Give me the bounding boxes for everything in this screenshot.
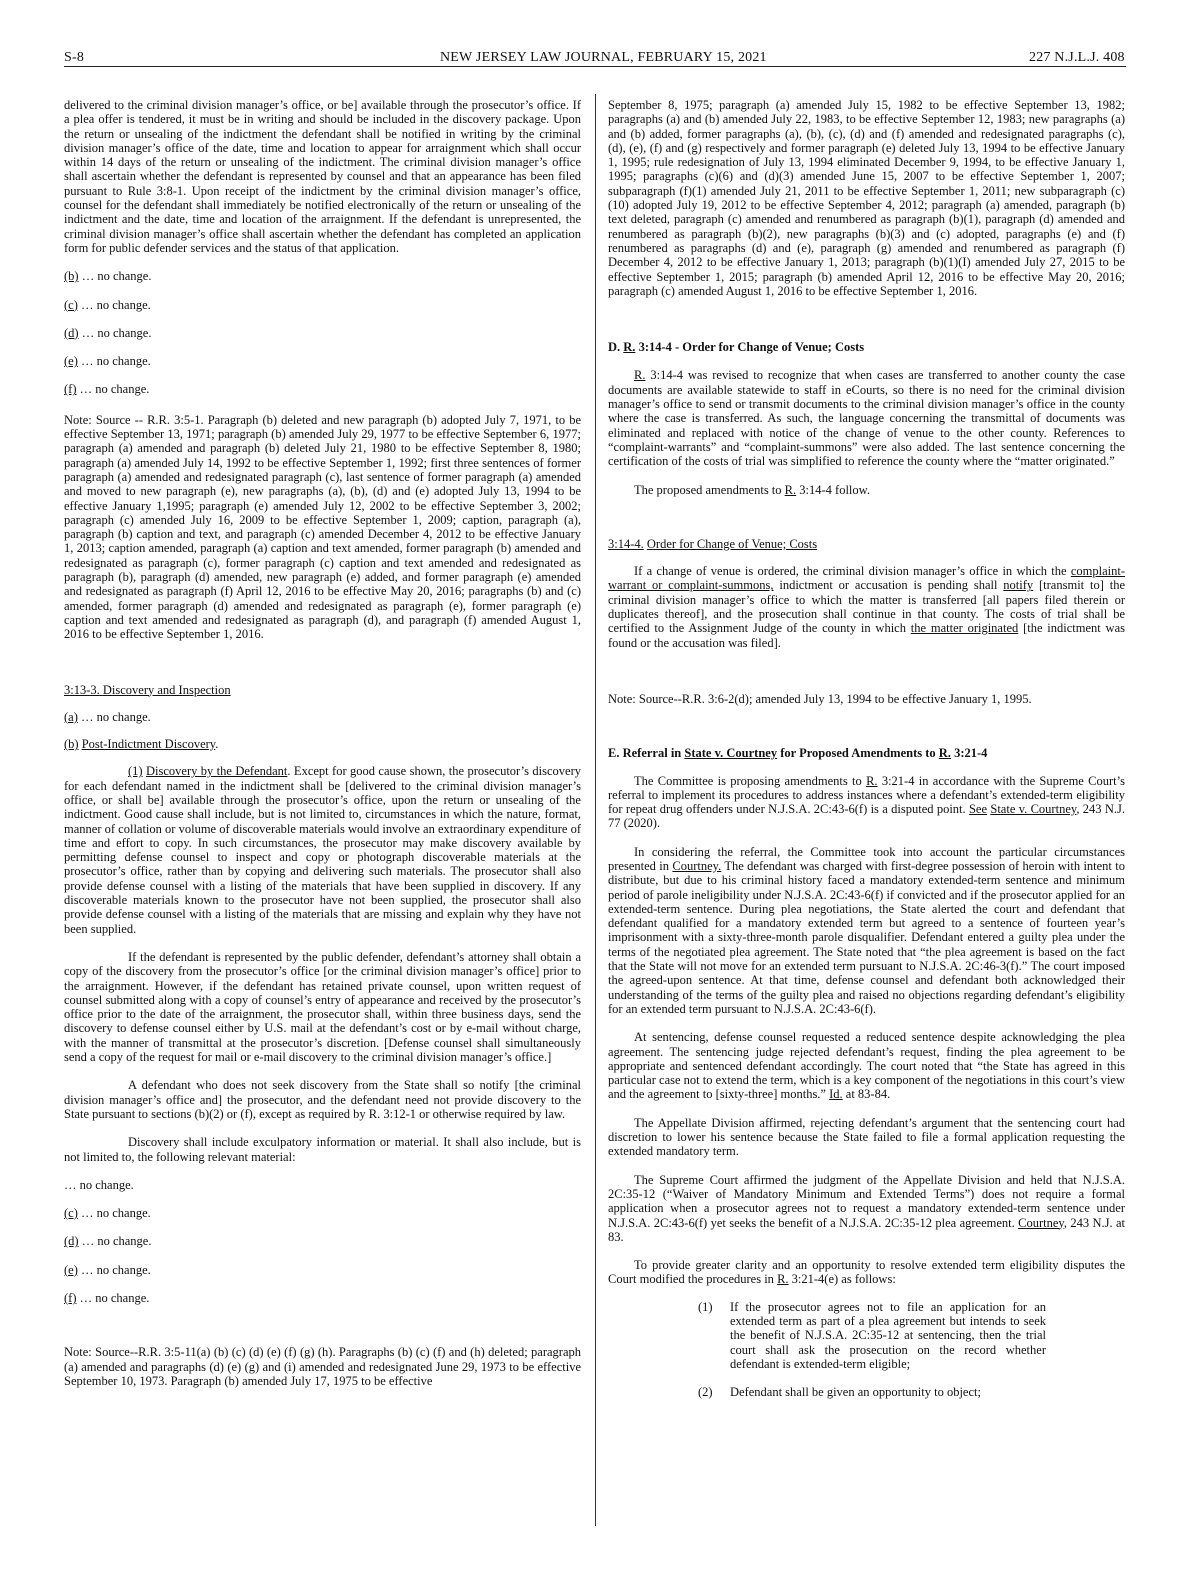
paragraph-a: (a) … no change. [64, 709, 151, 724]
left-column [64, 98, 581, 1388]
section-d-paragraph: R. 3:14-4 was revised to recognize that when cases are transferred to another county the case documents are available statewide to staff in eCourts, so there is no need for the criminal division manager’s office to send or transmit documents to the criminal division manager’s office in the county where the case is transferred. As such, the language concerning the transmittal of documents was eliminated and replaced with notice of the change of venue to the other county. References to “complaint-warrants” and “complaint-summons” were also added. The last sentence concerning the certification of the costs of trial was simplified to reference the county where the “matter originated.” [608, 368, 1125, 469]
right-column [608, 98, 1125, 1399]
no-change-item: … no change. [64, 1177, 134, 1192]
venue-rule-text: If a change of venue is ordered, the criminal division manager’s office in which the complaint-warrant or complaint-summons, indictment or accusation is pending shall notify [transmit to] the criminal division manager’s office to which the matter is transferred [all papers filed therein or duplicates thereof], and the prosecution shall continue in that county. The costs of trial shall be certified to the Assignment Judge of the county in which the matter originated [the indictment was found or the accusation was filed]. [608, 564, 1125, 650]
no-change-item: (b) … no change. [64, 269, 152, 284]
section-d-heading: D. R. 3:14-4 - Order for Change of Venue; Costs [608, 340, 865, 355]
intro-paragraph: delivered to the criminal division manager’s office, or be] available through the prosecutor’s office. If a plea offer is tendered, it must be in writing and should be included in the discovery package. Upon the return or unsealing of the indictment the defendant shall be notified in writing by the criminal division manager’s office of the date, time and location to appear for arraignment which shall occur within 14 days of the return or unsealing of the indictment. The criminal division manager’s office shall ascertain whether the defendant is represented by counsel and that an appearance has been filed pursuant to Rule 3:8-1. Upon receipt of the indictment by the criminal division manager’s office, counsel for the defendant shall immediately be notified electronically of the return or unsealing of the indictment and the date, time and location of the arraignment. If the defendant is unrepresented, the criminal division manager’s office shall ascertain whether the defendant has completed an application form for public defender services and the status of that application. [64, 98, 581, 255]
header-rule [64, 66, 1126, 67]
journal-title: NEW JERSEY LAW JOURNAL, FEBRUARY 15, 2021 [440, 50, 767, 65]
page-number: S-8 [64, 50, 85, 65]
no-change-item: (c) … no change. [64, 1206, 151, 1221]
section-e-paragraph: The Committee is proposing amendments to R. 3:21-4 in accordance with the Supreme Court’s referral to implement its procedures to address instances where a defendant’s extended-term eligibility for repeat drug offenders under N.J.S.A. 2C:43-6(f) is a disputed point. See State v. Courtney, 243 N.J. 77 (2020). [608, 773, 1125, 831]
no-change-item: (c) … no change. [64, 297, 151, 312]
section-e-heading: E. Referral in State v. Courtney for Proposed Amendments to R. 3:21-4 [608, 746, 988, 761]
source-note: Note: Source--R.R. 3:5-11(a) (b) (c) (d) (e) (f) (g) (h). Paragraphs (b) (c) (f) and (h) deleted; paragraph (a) amended and paragraphs (d) (e) (g) and (i) amended and redesignated June 29, 1973 to be effective September 10, 1973. Paragraph (b) amended July 17, 1975 to be effective [64, 1345, 581, 1388]
procedure-list [698, 1300, 1046, 1400]
no-change-item: (e) … no change. [64, 1262, 151, 1277]
source-note: Note: Source--R.R. 3:6-2(d); amended July 13, 1994 to be effective January 1, 1995. [608, 691, 1032, 706]
note-continuation: September 8, 1975; paragraph (a) amended July 15, 1982 to be effective September 13, 1982; paragraphs (a) and (b) amended July 22, 1983, to be effective September 12, 1983; new paragraphs (a) and (b) added, former paragraphs (a), (b), (c), (d) and (f) amended and redesignated paragraphs (c), (d), (e), (f) and (g) respectively and former paragraph (e) deleted July 13, 1994 to be effective January 1, 1995; rule redesignation of July 13, 1994 eliminated December 9, 1994, to be effective January 1, 1995; paragraphs (c)(6) and (d)(3) amended June 15, 2007 to be effective September 1, 2007; subparagraph (f)(1) amended July 21, 2011 to be effective September 1, 2011; new subparagraph (c)(10) adopted July 19, 2012 to be effective September 4, 2012; paragraph (a) amended, paragraph (b) text deleted, paragraph (c) amended and renumbered as paragraph (b)(1), paragraph (d) amended and renumbered as paragraph (b)(2), new paragraphs (b)(3) and (c) adopted, paragraphs (e) and (f) renumbered as paragraphs (d) and (e), paragraph (g) amended and renumbered as paragraph (f) December 4, 2012 to be effective January 1, 2013; paragraph (b)(1)(I) amended July 27, 2015 to be effective September 1, 2015; paragraph (b) amended April 12, 2016 to be effective May 20, 2016; paragraph (c) amended August 1, 2016 to be effective September 1, 2016. [608, 98, 1125, 298]
section-e-paragraph: At sentencing, defense counsel requested a reduced sentence despite acknowledging the plea agreement. The sentencing judge rejected defendant’s request, finding the plea agreement to be appropriate and sentenced defendant accordingly. The court noted that “the State has agreed in this particular case not to extend the term, which is a key component of the negotiations in this court’s view and the agreement to [sixty-three] months.” Id. at 83-84. [608, 1030, 1125, 1102]
rule-heading: 3:13-3. Discovery and Inspection [64, 682, 231, 697]
exculpatory-paragraph: Discovery shall include exculpatory information or material. It shall also include, but is not limited to, the following relevant material: [64, 1135, 581, 1164]
no-change-item: (d) … no change. [64, 1234, 152, 1249]
journal-citation: 227 N.J.L.J. 408 [1029, 50, 1125, 65]
no-change-item: (d) … no change. [64, 325, 152, 340]
public-defender-paragraph: If the defendant is represented by the public defender, defendant’s attorney shall obtain a copy of the discovery from the prosecutor’s office [or the criminal division manager’s office] prior to the arraignment. However, if the defendant has retained private counsel, upon written request of counsel submitted along with a copy of counsel’s entry of appearance and received by the prosecutor’s office prior to the date of the arraignment, the prosecutor shall, within three business days, send the discovery to defense counsel either by U.S. mail at the defendant’s cost or by e-mail without charge, with the manner of transmittal at the prosecutor’s discretion. [Defense counsel shall simultaneously send a copy of the request for mail or e-mail discovery to the criminal division manager’s office.] [64, 949, 581, 1065]
section-e-paragraph: In considering the referral, the Committee took into account the particular circumstances presented in Courtney. The defendant was charged with first-degree possession of heroin with intent to distribute, but due to his criminal history faced a mandatory extended-term sentence and minimum period of parole ineligibility under N.J.S.A. 2C:43-6(f) if convicted and if the prosecutor applied for an extended-term sentence. During plea negotiations, the State alerted the court and defendant that defendant qualified for a mandatory extended term but agreed to a sentence of fourteen year’s imprisonment with a sixty-three-month parole disqualifier. Defendant entered a guilty plea under the terms of the negotiated plea agreement. The State noted that “the plea agreement is based on the fact that the State will not move for an extended term pursuant to N.J.S.A. 2C:46-3(f).” The court imposed the agreed-upon sentence. At that time, defense counsel and defendant both acknowledged their understanding of the terms of the guilty plea and raised no objections regarding defendant’s eligibility for an extended term pursuant to N.J.S.A. 2C:43-6(f). [608, 844, 1126, 1016]
no-change-item: (e) … no change. [64, 354, 151, 369]
list-item: (2) Defendant shall be given an opportunity to object; [698, 1385, 981, 1400]
rule-heading: 3:14-4. Order for Change of Venue; Costs [608, 536, 818, 551]
list-item: (1) If the prosecutor agrees not to file an application for an extended term as part of a plea agreement but intends to seek the benefit of N.J.S.A. 2C:35-12 at sentencing, then the trial court shall ask the prosecution on the record whether defendant is extended-term eligible; [698, 1299, 1046, 1371]
section-d-proposed: The proposed amendments to R. 3:14-4 follow. [634, 482, 870, 497]
section-e-paragraph: To provide greater clarity and an opportunity to resolve extended term eligibility disputes the Court modified the procedures in R. 3:21-4(e) as follows: [608, 1258, 1125, 1287]
section-e-paragraph: The Appellate Division affirmed, rejecting defendant’s argument that the sentencing court had discretion to lower his sentence because the State failed to file a formal application requesting the extended mandatory term. [608, 1115, 1125, 1159]
no-discovery-paragraph: A defendant who does not seek discovery from the State shall so notify [the criminal division manager’s office and] the prosecutor, and the defendant need not provide discovery to the State pursuant to sections (b)(2) or (f), except as required by R. 3:12-1 or otherwise required by law. [64, 1078, 581, 1121]
no-change-item: (f) … no change. [64, 382, 150, 397]
discovery-paragraph: (1) Discovery by the Defendant. Except for good cause shown, the prosecutor’s discovery for each defendant named in the indictment shall be [delivered to the criminal division manager’s office, or shall be] available through the prosecutor’s office, upon the return or unsealing of the indictment. Good cause shall include, but is not limited to, circumstances in which the nature, format, manner of collation or volume of discoverable materials would involve an extraordinary expenditure of time and effort to copy. In such circumstances, the prosecutor may make discovery available by permitting defense counsel to inspect and copy or photograph discoverable materials at the prosecutor’s office, rather than by copying and delivering such materials. The prosecutor shall also provide defense counsel with a listing of the materials that have been supplied in discovery. If any discoverable materials known to the prosecutor have not been supplied, the prosecutor shall also provide defense counsel with a listing of the materials that are missing and explain why they have not been supplied. [64, 764, 582, 936]
source-note: Note: Source -- R.R. 3:5-1. Paragraph (b) deleted and new paragraph (b) adopted July 7, 1971, to be effective September 13, 1971; paragraph (b) amended July 29, 1977 to be effective September 6, 1977; paragraph (a) amended and paragraph (b) deleted July 21, 1980 to be effective September 8, 1980; paragraph (a) amended July 14, 1992 to be effective September 1, 1992; first three sentences of former paragraph (a) amended and redesignated paragraph (c), last sentence of former paragraph (a) amended and moved to new paragraph (e), new paragraphs (a), (b), (d) and (e) adopted July 13, 1994 to be effective January 1,1995; paragraph (e) amended July 12, 2002 to be effective September 3, 2002; paragraph (c) amended July 16, 2009 to be effective September 1, 2009; caption, paragraph (a), paragraph (b) caption and text, and paragraph (c) amended December 4, 2012 to be effective January 1, 2013; caption amended, paragraph (a) caption and text amended, former paragraph (b) amended and redesignated as paragraph (c), former paragraph (c) caption and text amended and redesignated as paragraph (b), paragraph (d) amended, new paragraph (e) added, and former paragraph (e) amended and redesignated as paragraph (f) April 12, 2016 to be effective May 20, 2016; paragraphs (b) and (c) amended, former paragraph (d) amended and redesignated as paragraph (e), former paragraph (e) caption and text amended and redesignated as paragraph (d), and paragraph (f) amended August 1, 2016 to be effective September 1, 2016. [64, 412, 581, 642]
section-e-paragraph: The Supreme Court affirmed the judgment of the Appellate Division and held that N.J.S.A. 2C:35-12 (“Waiver of Mandatory Minimum and Extended Terms”) does not require a formal application when a prosecutor agrees not to request a mandatory extended-term sentence under N.J.S.A. 2C:43-6(f) yet seeks the benefit of a N.J.S.A. 2C:35-12 plea agreement. Courtney, 243 N.J. at 83. [608, 1172, 1126, 1244]
column-divider [595, 94, 596, 1526]
no-change-item: (f) … no change. [64, 1291, 150, 1305]
paragraph-b-heading: (b) Post-Indictment Discovery. [64, 737, 219, 752]
